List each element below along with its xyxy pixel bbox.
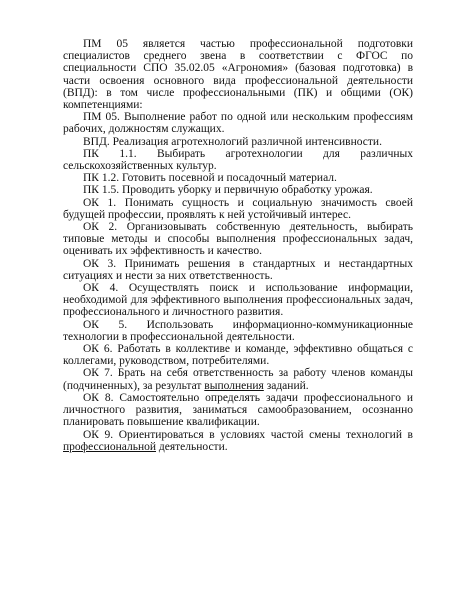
paragraph-ok7: ОК 7. Брать на себя ответственность за работу членов команды (подчиненных), за результат выполнения заданий.: [63, 367, 413, 392]
underlined-word: профессиональной: [63, 440, 157, 453]
underlined-word: выполнения: [204, 379, 264, 392]
paragraph-vpd: ВПД. Реализация агротехнологий различной интенсивности.: [83, 135, 382, 148]
paragraph-ok2: ОК 2. Организовывать собственную деятельность, выбирать типовые методы и способы выполнения профессиональных задач, оценивать их эффективность и качество.: [63, 221, 413, 258]
paragraph-pm05: ПМ 05. Выполнение работ по одной или нескольким профессиям рабочих, должностям служащих.: [63, 111, 413, 136]
document-page: [63, 38, 413, 453]
paragraph-ok8: ОК 8. Самостоятельно определять задачи профессионального и личностного развития, заниматься самообразованием, осознанно планировать повышение квалификации.: [63, 391, 413, 429]
paragraph-intro: ПМ 05 является частью профессиональной подготовки специалистов среднего звена в соответствии с ФГОС по специальности СПО 35.02.05 «Агрономия» (базовая подготовка) в части освоения основного вида профессиональной деятельности (ВПД): в том числе профессиональными (ПК) и общими (ОК) компетенциями:: [63, 38, 413, 112]
paragraph-ok9: ОК 9. Ориентироваться в условиях частой смены технологий в профессиональной деятельности.: [63, 428, 413, 453]
paragraph-ok6: ОК 6. Работать в коллективе и команде, эффективно общаться с коллегами, руководством, потребителями.: [63, 343, 413, 368]
paragraph-pk15: ПК 1.5. Проводить уборку и первичную обработку урожая.: [83, 184, 373, 197]
paragraph-ok4: ОК 4. Осуществлять поиск и использование информации, необходимой для эффективного выполнения профессиональных задач, профессионального и личностного развития.: [63, 282, 413, 319]
paragraph-pk11: ПК 1.1. Выбирать агротехнологии для различных сельскохозяйственных культур.: [63, 147, 413, 173]
paragraph-pk12: ПК 1.2. Готовить посевной и посадочный материал.: [83, 172, 337, 185]
paragraph-ok5: ОК 5. Использовать информационно-коммуникационные технологии в профессиональной деятельности.: [63, 318, 413, 343]
paragraph-ok3: ОК 3. Принимать решения в стандартных и нестандартных ситуациях и нести за них ответственность.: [63, 257, 413, 282]
paragraph-ok1: ОК 1. Понимать сущность и социальную значимость своей будущей профессии, проявлять к ней устойчивый интерес.: [63, 196, 413, 221]
